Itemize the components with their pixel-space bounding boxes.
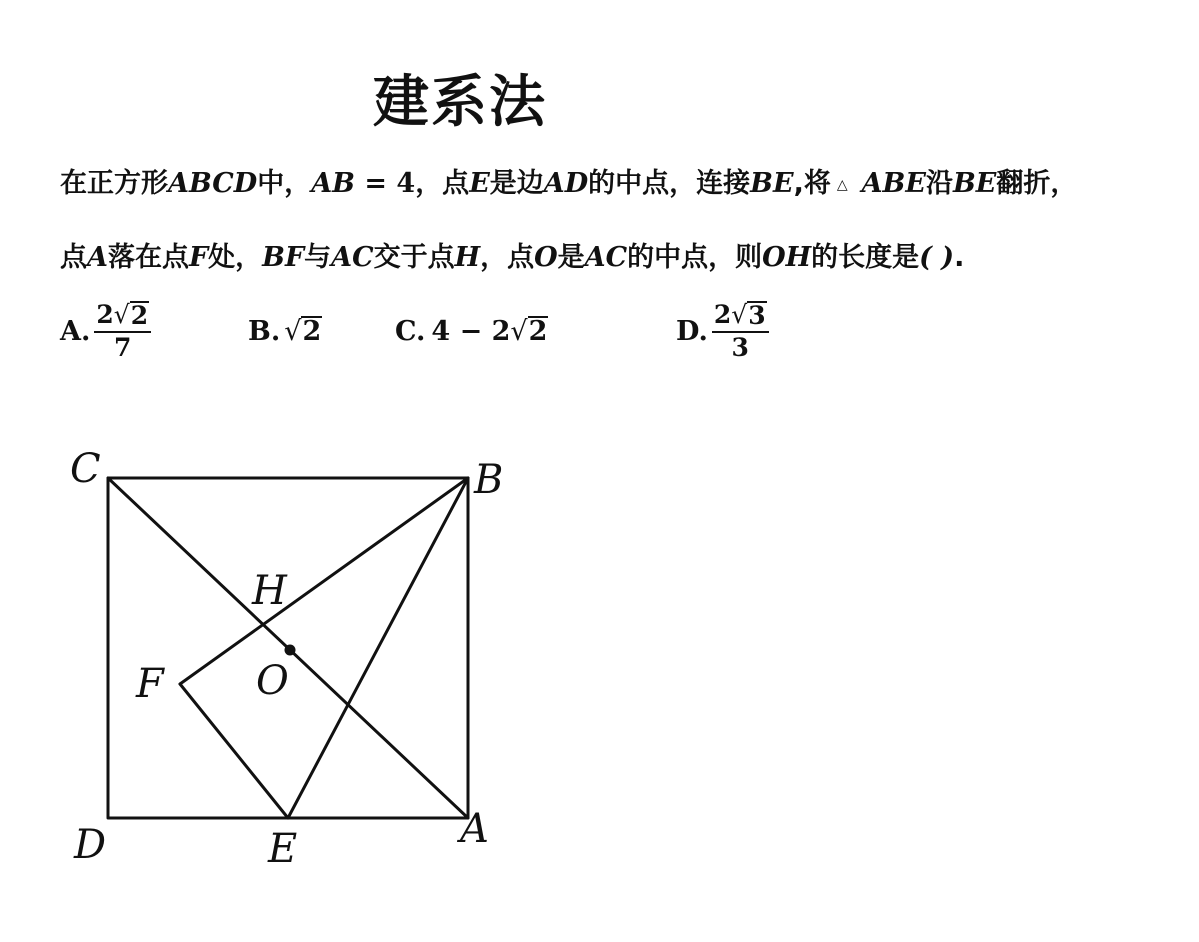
label-h: H [252, 568, 287, 614]
option-b-radicand: 2 [302, 316, 322, 348]
option-b-letter: B. [248, 315, 281, 347]
line2-token: 的长度是 [811, 242, 920, 273]
line2-token: . [954, 242, 965, 273]
line2-token: A [87, 242, 108, 273]
option-a-denominator: 7 [114, 332, 132, 362]
label-a: A [460, 806, 489, 852]
line2-token: 落在点 [107, 242, 189, 273]
line2-token: OH [762, 242, 812, 273]
line2-token: ( ) [919, 242, 955, 273]
line1-token: E [469, 168, 490, 199]
line1-token: 沿 [925, 168, 953, 199]
line1-token: AD [543, 168, 589, 199]
line2-token: AC [331, 242, 374, 273]
option-d-num-coef: 2 [713, 299, 732, 329]
option-a-num-coef: 2 [96, 299, 114, 329]
line2-token: 是 [557, 242, 585, 273]
option-a-letter: A. [60, 315, 91, 347]
option-c[interactable]: C. 4 − 2 √ 2 [395, 315, 548, 348]
line2-token: 的中点，则 [627, 242, 763, 273]
line2-token: AC [584, 242, 628, 273]
line2-token: H [454, 242, 481, 273]
segment-be [288, 478, 468, 818]
option-c-radicand: 2 [528, 316, 548, 348]
line1-token: 的中点，连接 [588, 168, 751, 199]
point-o-dot [285, 645, 296, 656]
label-b: B [474, 457, 504, 503]
option-a-num-radicand: 2 [130, 301, 149, 331]
line1-token: 是边 [489, 168, 544, 199]
line1-token: 翻折， [996, 168, 1078, 199]
option-d-fraction: 2 √ 3 3 [712, 300, 769, 363]
line2-token: 与 [304, 242, 332, 273]
line1-token: AB [311, 168, 355, 199]
line1-token: △ [836, 176, 848, 193]
page-title: 建系法 [373, 70, 547, 135]
segment-bf [180, 478, 468, 684]
option-d-num-radicand: 3 [748, 301, 766, 331]
line2-token: O [534, 242, 558, 273]
label-d: D [74, 822, 107, 868]
line2-token: 处， [208, 242, 263, 273]
line1-token: ，点 [415, 168, 470, 199]
line1-token: BE [750, 168, 794, 199]
option-c-prefix: 4 − 2 [431, 315, 511, 347]
line2-token: 交于点 [373, 242, 455, 273]
line1-token: ABE [861, 168, 926, 199]
line2-token: F [188, 242, 209, 273]
line2-token: 点 [60, 242, 87, 273]
line1-token: = 4 [354, 168, 416, 199]
segment-fe [180, 684, 288, 818]
line1-token: 中， [257, 168, 312, 199]
label-c: C [70, 446, 101, 492]
option-d-denominator: 3 [731, 332, 749, 362]
option-c-letter: C. [395, 315, 426, 347]
line2-token: ，点 [480, 242, 535, 273]
option-a-fraction: 2 √ 2 7 [94, 300, 151, 363]
label-o: O [256, 658, 289, 704]
line1-token: ABCD [168, 168, 258, 199]
line1-token: BE [952, 168, 997, 199]
label-f: F [136, 661, 164, 707]
line1-token: 在正方形 [60, 168, 168, 199]
label-e: E [268, 826, 298, 872]
line2-token: BF [262, 242, 305, 273]
option-b[interactable]: B. √ 2 [248, 315, 322, 348]
line1-token: ,将 [793, 168, 831, 199]
option-d-letter: D. [676, 315, 708, 347]
